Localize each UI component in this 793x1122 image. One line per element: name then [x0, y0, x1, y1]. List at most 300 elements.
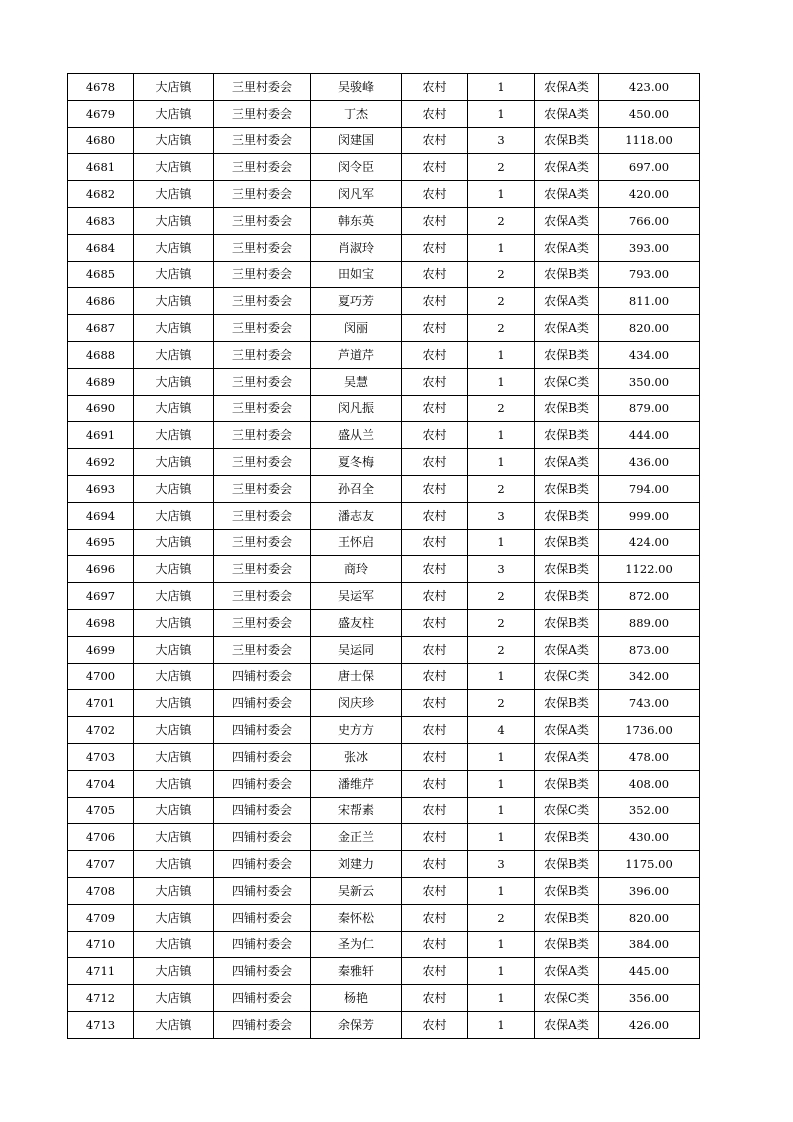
person-name-cell: 王怀启	[311, 529, 402, 556]
town-cell: 大店镇	[134, 261, 214, 288]
insurance-category-cell: 农保C类	[535, 797, 599, 824]
insurance-category-cell: 农保A类	[535, 636, 599, 663]
village-committee-cell: 四铺村委会	[214, 797, 311, 824]
insurance-category-cell: 农保B类	[535, 583, 599, 610]
row-number-cell: 4698	[68, 609, 134, 636]
person-name-cell: 闵建国	[311, 127, 402, 154]
row-number-cell: 4693	[68, 475, 134, 502]
row-number-cell: 4691	[68, 422, 134, 449]
village-committee-cell: 三里村委会	[214, 529, 311, 556]
household-type-cell: 农村	[402, 851, 468, 878]
amount-cell: 424.00	[599, 529, 700, 556]
insurance-category-cell: 农保A类	[535, 449, 599, 476]
household-type-cell: 农村	[402, 690, 468, 717]
row-number-cell: 4683	[68, 207, 134, 234]
table-row	[68, 851, 700, 878]
town-cell: 大店镇	[134, 422, 214, 449]
insurance-category-cell: 农保B类	[535, 127, 599, 154]
amount-cell: 342.00	[599, 663, 700, 690]
household-type-cell: 农村	[402, 609, 468, 636]
town-cell: 大店镇	[134, 1011, 214, 1038]
table-row	[68, 743, 700, 770]
row-number-cell: 4687	[68, 315, 134, 342]
row-number-cell: 4705	[68, 797, 134, 824]
household-type-cell: 农村	[402, 234, 468, 261]
row-number-cell: 4710	[68, 931, 134, 958]
row-number-cell: 4684	[68, 234, 134, 261]
household-size-cell: 2	[468, 395, 535, 422]
household-type-cell: 农村	[402, 1011, 468, 1038]
household-type-cell: 农村	[402, 985, 468, 1012]
household-type-cell: 农村	[402, 127, 468, 154]
insurance-category-cell: 农保A类	[535, 1011, 599, 1038]
insurance-category-cell: 农保B类	[535, 851, 599, 878]
household-type-cell: 农村	[402, 502, 468, 529]
person-name-cell: 金正兰	[311, 824, 402, 851]
amount-cell: 879.00	[599, 395, 700, 422]
insurance-category-cell: 农保B类	[535, 475, 599, 502]
village-committee-cell: 三里村委会	[214, 395, 311, 422]
person-name-cell: 潘志友	[311, 502, 402, 529]
person-name-cell: 闵凡振	[311, 395, 402, 422]
amount-cell: 820.00	[599, 315, 700, 342]
insurance-category-cell: 农保B类	[535, 931, 599, 958]
town-cell: 大店镇	[134, 234, 214, 261]
village-committee-cell: 三里村委会	[214, 556, 311, 583]
household-size-cell: 3	[468, 851, 535, 878]
village-committee-cell: 四铺村委会	[214, 958, 311, 985]
person-name-cell: 吴骏峰	[311, 74, 402, 101]
village-committee-cell: 三里村委会	[214, 234, 311, 261]
row-number-cell: 4709	[68, 904, 134, 931]
household-type-cell: 农村	[402, 422, 468, 449]
town-cell: 大店镇	[134, 824, 214, 851]
village-committee-cell: 三里村委会	[214, 449, 311, 476]
row-number-cell: 4699	[68, 636, 134, 663]
amount-cell: 450.00	[599, 100, 700, 127]
household-size-cell: 1	[468, 100, 535, 127]
town-cell: 大店镇	[134, 904, 214, 931]
table-row	[68, 904, 700, 931]
amount-cell: 445.00	[599, 958, 700, 985]
household-size-cell: 3	[468, 556, 535, 583]
table-row	[68, 422, 700, 449]
amount-cell: 444.00	[599, 422, 700, 449]
town-cell: 大店镇	[134, 770, 214, 797]
person-name-cell: 圣为仁	[311, 931, 402, 958]
household-type-cell: 农村	[402, 931, 468, 958]
insurance-category-cell: 农保A类	[535, 100, 599, 127]
household-size-cell: 1	[468, 770, 535, 797]
insurance-category-cell: 农保B类	[535, 529, 599, 556]
amount-cell: 384.00	[599, 931, 700, 958]
insurance-category-cell: 农保A类	[535, 315, 599, 342]
table-row	[68, 395, 700, 422]
row-number-cell: 4708	[68, 877, 134, 904]
table-row	[68, 154, 700, 181]
household-size-cell: 3	[468, 127, 535, 154]
row-number-cell: 4696	[68, 556, 134, 583]
person-name-cell: 孙召全	[311, 475, 402, 502]
village-committee-cell: 四铺村委会	[214, 1011, 311, 1038]
household-size-cell: 2	[468, 475, 535, 502]
insurance-category-cell: 农保B类	[535, 502, 599, 529]
amount-cell: 396.00	[599, 877, 700, 904]
household-type-cell: 农村	[402, 717, 468, 744]
household-size-cell: 3	[468, 502, 535, 529]
row-number-cell: 4682	[68, 181, 134, 208]
table-row	[68, 529, 700, 556]
town-cell: 大店镇	[134, 743, 214, 770]
row-number-cell: 4713	[68, 1011, 134, 1038]
table-row	[68, 636, 700, 663]
village-committee-cell: 四铺村委会	[214, 904, 311, 931]
person-name-cell: 夏冬梅	[311, 449, 402, 476]
amount-cell: 820.00	[599, 904, 700, 931]
village-committee-cell: 三里村委会	[214, 422, 311, 449]
insurance-category-cell: 农保B类	[535, 556, 599, 583]
household-type-cell: 农村	[402, 475, 468, 502]
insurance-category-cell: 农保C类	[535, 368, 599, 395]
person-name-cell: 吴运军	[311, 583, 402, 610]
village-committee-cell: 三里村委会	[214, 341, 311, 368]
village-committee-cell: 四铺村委会	[214, 690, 311, 717]
person-name-cell: 夏巧芳	[311, 288, 402, 315]
amount-cell: 1736.00	[599, 717, 700, 744]
household-type-cell: 农村	[402, 663, 468, 690]
household-size-cell: 1	[468, 368, 535, 395]
village-committee-cell: 三里村委会	[214, 74, 311, 101]
insurance-category-cell: 农保B类	[535, 904, 599, 931]
table-row	[68, 234, 700, 261]
insurance-category-cell: 农保A类	[535, 958, 599, 985]
amount-cell: 999.00	[599, 502, 700, 529]
household-size-cell: 1	[468, 958, 535, 985]
household-type-cell: 农村	[402, 181, 468, 208]
town-cell: 大店镇	[134, 449, 214, 476]
household-size-cell: 1	[468, 931, 535, 958]
household-size-cell: 1	[468, 234, 535, 261]
table-row	[68, 449, 700, 476]
table-row	[68, 341, 700, 368]
town-cell: 大店镇	[134, 368, 214, 395]
town-cell: 大店镇	[134, 690, 214, 717]
village-committee-cell: 三里村委会	[214, 368, 311, 395]
village-committee-cell: 四铺村委会	[214, 851, 311, 878]
person-name-cell: 史方方	[311, 717, 402, 744]
household-type-cell: 农村	[402, 958, 468, 985]
household-size-cell: 2	[468, 261, 535, 288]
person-name-cell: 余保芳	[311, 1011, 402, 1038]
village-committee-cell: 三里村委会	[214, 181, 311, 208]
row-number-cell: 4702	[68, 717, 134, 744]
town-cell: 大店镇	[134, 609, 214, 636]
amount-cell: 873.00	[599, 636, 700, 663]
town-cell: 大店镇	[134, 154, 214, 181]
household-size-cell: 2	[468, 154, 535, 181]
village-committee-cell: 三里村委会	[214, 261, 311, 288]
household-type-cell: 农村	[402, 529, 468, 556]
insurance-category-cell: 农保A类	[535, 181, 599, 208]
household-size-cell: 2	[468, 315, 535, 342]
row-number-cell: 4690	[68, 395, 134, 422]
person-name-cell: 盛友柱	[311, 609, 402, 636]
row-number-cell: 4697	[68, 583, 134, 610]
row-number-cell: 4711	[68, 958, 134, 985]
household-type-cell: 农村	[402, 261, 468, 288]
table-row	[68, 368, 700, 395]
household-type-cell: 农村	[402, 877, 468, 904]
amount-cell: 478.00	[599, 743, 700, 770]
row-number-cell: 4688	[68, 341, 134, 368]
row-number-cell: 4689	[68, 368, 134, 395]
household-size-cell: 2	[468, 207, 535, 234]
household-size-cell: 1	[468, 449, 535, 476]
household-size-cell: 1	[468, 663, 535, 690]
row-number-cell: 4680	[68, 127, 134, 154]
table-row	[68, 797, 700, 824]
table-row	[68, 315, 700, 342]
village-committee-cell: 四铺村委会	[214, 985, 311, 1012]
table-row	[68, 207, 700, 234]
town-cell: 大店镇	[134, 475, 214, 502]
household-size-cell: 2	[468, 583, 535, 610]
household-size-cell: 2	[468, 904, 535, 931]
row-number-cell: 4692	[68, 449, 134, 476]
table-row	[68, 958, 700, 985]
insurance-category-cell: 农保B类	[535, 422, 599, 449]
amount-cell: 1175.00	[599, 851, 700, 878]
town-cell: 大店镇	[134, 100, 214, 127]
household-type-cell: 农村	[402, 341, 468, 368]
town-cell: 大店镇	[134, 583, 214, 610]
household-size-cell: 1	[468, 824, 535, 851]
table-row	[68, 1011, 700, 1038]
village-committee-cell: 三里村委会	[214, 502, 311, 529]
town-cell: 大店镇	[134, 797, 214, 824]
amount-cell: 350.00	[599, 368, 700, 395]
town-cell: 大店镇	[134, 877, 214, 904]
household-type-cell: 农村	[402, 315, 468, 342]
household-size-cell: 1	[468, 1011, 535, 1038]
table-row	[68, 931, 700, 958]
table-row	[68, 690, 700, 717]
person-name-cell: 张冰	[311, 743, 402, 770]
household-type-cell: 农村	[402, 583, 468, 610]
amount-cell: 356.00	[599, 985, 700, 1012]
household-type-cell: 农村	[402, 207, 468, 234]
amount-cell: 420.00	[599, 181, 700, 208]
town-cell: 大店镇	[134, 395, 214, 422]
person-name-cell: 宋帮素	[311, 797, 402, 824]
table-row	[68, 100, 700, 127]
person-name-cell: 闵丽	[311, 315, 402, 342]
table-row	[68, 877, 700, 904]
town-cell: 大店镇	[134, 529, 214, 556]
insurance-category-cell: 农保C类	[535, 985, 599, 1012]
town-cell: 大店镇	[134, 502, 214, 529]
insurance-category-cell: 农保B类	[535, 341, 599, 368]
person-name-cell: 丁杰	[311, 100, 402, 127]
row-number-cell: 4694	[68, 502, 134, 529]
village-committee-cell: 三里村委会	[214, 315, 311, 342]
amount-cell: 766.00	[599, 207, 700, 234]
insurance-category-cell: 农保B类	[535, 395, 599, 422]
household-size-cell: 1	[468, 422, 535, 449]
household-size-cell: 1	[468, 743, 535, 770]
insurance-category-cell: 农保A类	[535, 717, 599, 744]
town-cell: 大店镇	[134, 181, 214, 208]
person-name-cell: 杨艳	[311, 985, 402, 1012]
household-type-cell: 农村	[402, 288, 468, 315]
amount-cell: 743.00	[599, 690, 700, 717]
insurance-category-cell: 农保B类	[535, 690, 599, 717]
row-number-cell: 4703	[68, 743, 134, 770]
town-cell: 大店镇	[134, 127, 214, 154]
household-type-cell: 农村	[402, 368, 468, 395]
town-cell: 大店镇	[134, 341, 214, 368]
village-committee-cell: 三里村委会	[214, 154, 311, 181]
person-name-cell: 吴新云	[311, 877, 402, 904]
household-type-cell: 农村	[402, 74, 468, 101]
household-size-cell: 1	[468, 985, 535, 1012]
row-number-cell: 4686	[68, 288, 134, 315]
insurance-category-cell: 农保A类	[535, 154, 599, 181]
household-size-cell: 1	[468, 181, 535, 208]
household-type-cell: 农村	[402, 797, 468, 824]
amount-cell: 436.00	[599, 449, 700, 476]
table-row	[68, 985, 700, 1012]
household-type-cell: 农村	[402, 395, 468, 422]
household-type-cell: 农村	[402, 100, 468, 127]
town-cell: 大店镇	[134, 985, 214, 1012]
town-cell: 大店镇	[134, 636, 214, 663]
table-row	[68, 609, 700, 636]
table-row	[68, 717, 700, 744]
row-number-cell: 4678	[68, 74, 134, 101]
table-row	[68, 127, 700, 154]
town-cell: 大店镇	[134, 958, 214, 985]
insurance-category-cell: 农保B类	[535, 770, 599, 797]
town-cell: 大店镇	[134, 931, 214, 958]
village-committee-cell: 四铺村委会	[214, 877, 311, 904]
town-cell: 大店镇	[134, 207, 214, 234]
household-type-cell: 农村	[402, 449, 468, 476]
person-name-cell: 芦道芹	[311, 341, 402, 368]
household-size-cell: 2	[468, 690, 535, 717]
table-row	[68, 556, 700, 583]
table-row	[68, 261, 700, 288]
insurance-category-cell: 农保B类	[535, 609, 599, 636]
household-type-cell: 农村	[402, 743, 468, 770]
table-row	[68, 663, 700, 690]
table-row	[68, 475, 700, 502]
table-row	[68, 181, 700, 208]
row-number-cell: 4704	[68, 770, 134, 797]
person-name-cell: 韩东英	[311, 207, 402, 234]
row-number-cell: 4706	[68, 824, 134, 851]
person-name-cell: 秦雅轩	[311, 958, 402, 985]
village-committee-cell: 三里村委会	[214, 475, 311, 502]
person-name-cell: 闵庆珍	[311, 690, 402, 717]
person-name-cell: 唐士保	[311, 663, 402, 690]
table-row	[68, 502, 700, 529]
household-type-cell: 农村	[402, 770, 468, 797]
person-name-cell: 潘维芹	[311, 770, 402, 797]
insurance-category-cell: 农保A类	[535, 288, 599, 315]
person-name-cell: 闵令臣	[311, 154, 402, 181]
household-size-cell: 2	[468, 609, 535, 636]
row-number-cell: 4685	[68, 261, 134, 288]
table-body	[68, 74, 700, 1039]
household-size-cell: 1	[468, 797, 535, 824]
town-cell: 大店镇	[134, 663, 214, 690]
insurance-category-cell: 农保B类	[535, 824, 599, 851]
person-name-cell: 吴运同	[311, 636, 402, 663]
person-name-cell: 商玲	[311, 556, 402, 583]
village-committee-cell: 四铺村委会	[214, 931, 311, 958]
amount-cell: 889.00	[599, 609, 700, 636]
town-cell: 大店镇	[134, 74, 214, 101]
person-name-cell: 肖淑玲	[311, 234, 402, 261]
household-type-cell: 农村	[402, 556, 468, 583]
amount-cell: 393.00	[599, 234, 700, 261]
household-size-cell: 1	[468, 341, 535, 368]
household-type-cell: 农村	[402, 636, 468, 663]
amount-cell: 352.00	[599, 797, 700, 824]
amount-cell: 434.00	[599, 341, 700, 368]
benefit-roster-table	[67, 73, 700, 1039]
household-size-cell: 1	[468, 74, 535, 101]
town-cell: 大店镇	[134, 851, 214, 878]
village-committee-cell: 三里村委会	[214, 207, 311, 234]
amount-cell: 426.00	[599, 1011, 700, 1038]
amount-cell: 408.00	[599, 770, 700, 797]
insurance-category-cell: 农保A类	[535, 234, 599, 261]
table-row	[68, 74, 700, 101]
row-number-cell: 4679	[68, 100, 134, 127]
row-number-cell: 4701	[68, 690, 134, 717]
row-number-cell: 4707	[68, 851, 134, 878]
person-name-cell: 吴慧	[311, 368, 402, 395]
village-committee-cell: 三里村委会	[214, 583, 311, 610]
village-committee-cell: 四铺村委会	[214, 743, 311, 770]
row-number-cell: 4681	[68, 154, 134, 181]
table-row	[68, 583, 700, 610]
household-size-cell: 4	[468, 717, 535, 744]
amount-cell: 811.00	[599, 288, 700, 315]
person-name-cell: 盛从兰	[311, 422, 402, 449]
amount-cell: 1122.00	[599, 556, 700, 583]
town-cell: 大店镇	[134, 315, 214, 342]
insurance-category-cell: 农保C类	[535, 663, 599, 690]
row-number-cell: 4700	[68, 663, 134, 690]
household-size-cell: 1	[468, 877, 535, 904]
household-type-cell: 农村	[402, 154, 468, 181]
village-committee-cell: 四铺村委会	[214, 770, 311, 797]
person-name-cell: 闵凡军	[311, 181, 402, 208]
household-type-cell: 农村	[402, 904, 468, 931]
town-cell: 大店镇	[134, 717, 214, 744]
household-size-cell: 2	[468, 636, 535, 663]
amount-cell: 794.00	[599, 475, 700, 502]
amount-cell: 793.00	[599, 261, 700, 288]
amount-cell: 697.00	[599, 154, 700, 181]
village-committee-cell: 四铺村委会	[214, 717, 311, 744]
amount-cell: 423.00	[599, 74, 700, 101]
person-name-cell: 刘建力	[311, 851, 402, 878]
amount-cell: 872.00	[599, 583, 700, 610]
